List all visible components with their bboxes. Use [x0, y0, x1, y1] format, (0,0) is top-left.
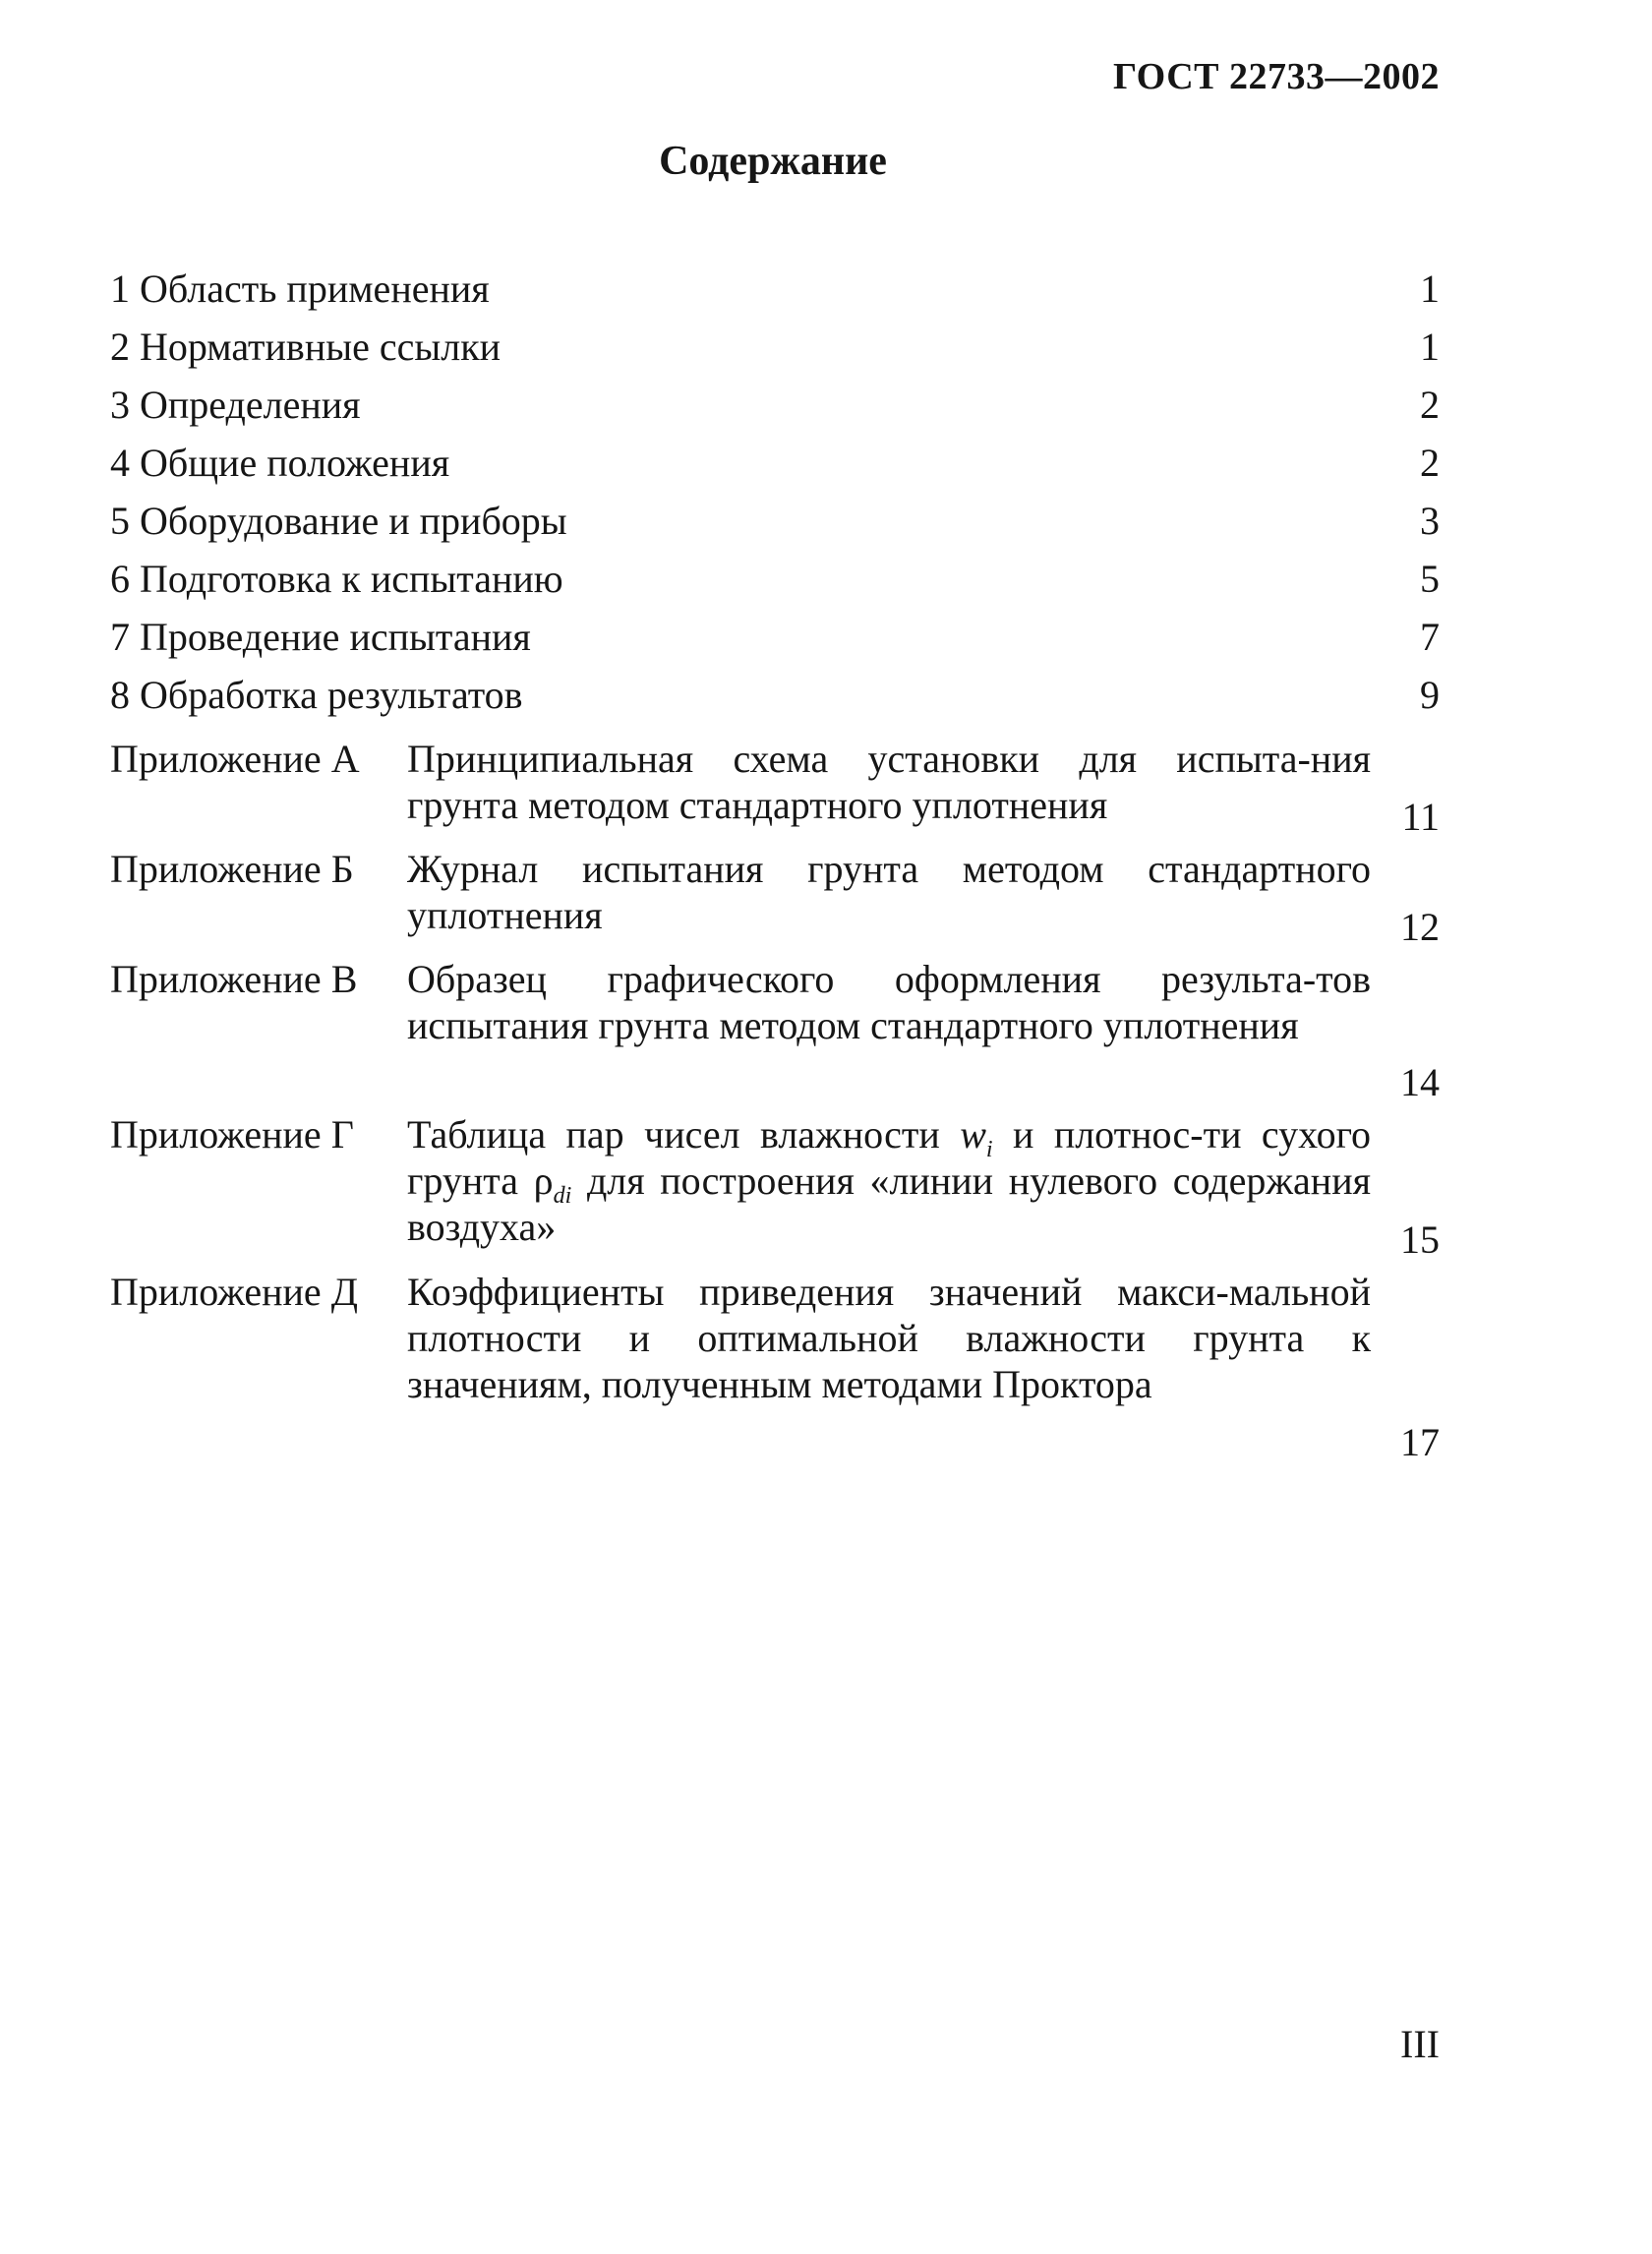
- toc-entry-4[interactable]: [110, 440, 1440, 498]
- toc-entry-label: 7 Проведение испытания: [110, 615, 531, 659]
- toc-entry-label: 2 Нормативные ссылки: [110, 325, 502, 369]
- moisture-symbol: $w_i$: [960, 1112, 993, 1162]
- toc-entry-page: 2: [1420, 441, 1440, 485]
- toc-entry-5[interactable]: [110, 498, 1440, 556]
- toc-entry-8[interactable]: [110, 672, 1440, 730]
- appendix-prefix: Приложение Г: [110, 1112, 354, 1157]
- appendix-prefix: Приложение А: [110, 737, 360, 781]
- density-symbol: $\rho_{di}$: [533, 1158, 572, 1209]
- appendix-title-part-1: Таблица пар чисел влажности: [407, 1112, 940, 1157]
- toc-entry-3[interactable]: [110, 382, 1440, 440]
- toc-entry-label: 1 Область применения: [110, 267, 490, 311]
- toc-entry-page: 12: [1400, 905, 1440, 949]
- toc-entry-page: 9: [1420, 673, 1440, 717]
- toc-entry-page: 15: [1400, 1217, 1440, 1262]
- appendix-title: Образец графического оформления результа-тов испытания грунта методом стандартного уплотнения: [407, 957, 1371, 1047]
- toc-entry-page: 1: [1420, 325, 1440, 369]
- toc-entry-page: 3: [1420, 499, 1440, 543]
- toc-entry-label: 4 Общие положения: [110, 441, 450, 485]
- page-number: III: [1400, 2022, 1440, 2066]
- toc-entry-label: 8 Обработка результатов: [110, 673, 523, 717]
- appendix-title-part-3: для построения «линии нулевого содержания воздуха»: [407, 1158, 1372, 1249]
- toc-entry-label: 3 Определения: [110, 383, 361, 427]
- appendix-title: Принципиальная схема установки для испыта-ния грунта методом стандартного уплотнения: [407, 737, 1371, 827]
- toc-entry-2[interactable]: [110, 324, 1440, 382]
- toc-entry-page: 11: [1401, 795, 1440, 839]
- toc-entry-page: 7: [1420, 615, 1440, 659]
- appendix-prefix: Приложение В: [110, 957, 358, 1001]
- toc-appendix-e[interactable]: [110, 1269, 1440, 1465]
- toc-appendix-c[interactable]: [110, 956, 1440, 1105]
- appendix-prefix: Приложение Д: [110, 1270, 358, 1314]
- toc-entry-1[interactable]: [110, 266, 1440, 324]
- toc-entry-page: 14: [1400, 1060, 1440, 1104]
- toc-entry-page: 1: [1420, 267, 1440, 311]
- toc-appendix-b[interactable]: [110, 846, 1440, 950]
- appendix-prefix: Приложение Б: [110, 847, 354, 891]
- toc-entry-page: 2: [1420, 383, 1440, 427]
- toc-entry-label: 5 Оборудование и приборы: [110, 499, 567, 543]
- appendix-title: Коэффициенты приведения значений макси-мальной плотности и оптимальной влажности грунта к значениям, полученным методами Проктора: [407, 1270, 1371, 1406]
- appendix-title: [407, 1111, 1371, 1250]
- toc-entry-6[interactable]: [110, 556, 1440, 614]
- document-code: ГОСТ 22733—2002: [1112, 56, 1440, 97]
- toc-entry-label: 6 Подготовка к испытанию: [110, 557, 563, 601]
- table-of-contents: [110, 266, 1440, 1465]
- toc-appendix-a[interactable]: [110, 736, 1440, 840]
- toc-entry-page: 17: [1400, 1420, 1440, 1464]
- appendix-title-part-2: и плотнос-ти сухого грунта: [407, 1112, 1372, 1203]
- appendix-title: Журнал испытания грунта методом стандартного уплотнения: [407, 847, 1371, 937]
- page-title: Содержание: [659, 139, 887, 184]
- toc-entry-7[interactable]: [110, 614, 1440, 672]
- toc-appendix-d[interactable]: [110, 1111, 1440, 1263]
- toc-entry-page: 5: [1420, 557, 1440, 601]
